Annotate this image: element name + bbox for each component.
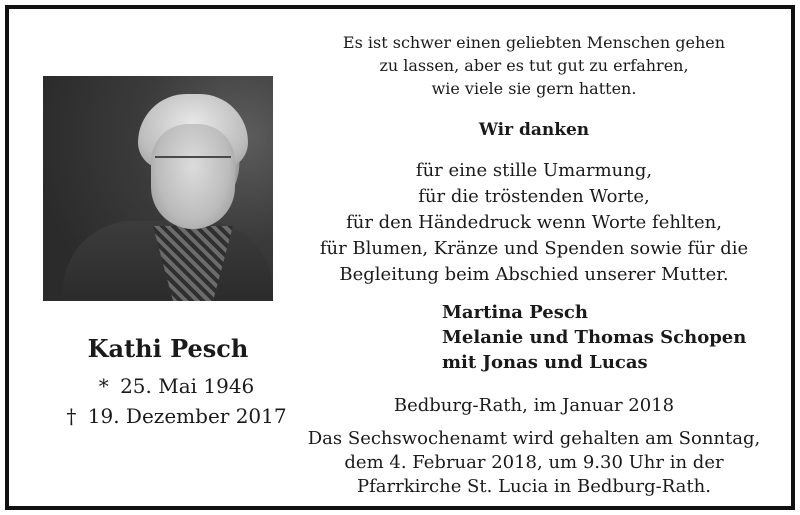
life-dates: [43, 371, 305, 431]
birth-star-icon: *: [98, 374, 109, 398]
thanks-line: für Blumen, Kränze und Spenden sowie für die: [319, 238, 749, 259]
obituary-card: [5, 5, 795, 510]
quote-line: Es ist schwer einen geliebten Menschen gehen: [342, 33, 726, 52]
thanks-line: Begleitung beim Abschied unserer Mutter.: [339, 264, 729, 285]
thanks-line: für den Händedruck wenn Worte fehlten,: [346, 212, 722, 233]
cross-icon: †: [66, 404, 77, 428]
quote-text: [299, 31, 769, 100]
quote-line: zu lassen, aber es tut gut zu erfahren,: [379, 56, 689, 75]
portrait-photo: [43, 76, 273, 301]
thanks-line: für die tröstenden Worte,: [418, 186, 650, 207]
thanks-line: für eine stille Umarmung,: [415, 160, 653, 181]
birth-line: [43, 371, 305, 401]
signer-line: Martina Pesch: [442, 302, 588, 323]
birth-date: 25. Mai 1946: [120, 374, 255, 398]
announcement-line: Pfarrkirche St. Lucia in Bedburg-Rath.: [357, 476, 711, 497]
thanks-list: [299, 158, 769, 288]
signer-line: mit Jonas und Lucas: [442, 352, 648, 373]
death-line: [43, 401, 305, 431]
service-announcement: [299, 427, 769, 499]
signers: [442, 300, 746, 375]
death-date: 19. Dezember 2017: [87, 404, 287, 428]
signer-line: Melanie und Thomas Schopen: [442, 327, 747, 348]
deceased-name: Kathi Pesch: [87, 334, 249, 363]
thanks-heading: Wir danken: [478, 120, 590, 140]
place-date: Bedburg-Rath, im Januar 2018: [393, 395, 675, 416]
quote-line: wie viele sie gern hatten.: [431, 79, 637, 98]
announcement-line: dem 4. Februar 2018, um 9.30 Uhr in der: [344, 452, 724, 473]
announcement-line: Das Sechswochenamt wird gehalten am Sonntag,: [307, 428, 761, 449]
